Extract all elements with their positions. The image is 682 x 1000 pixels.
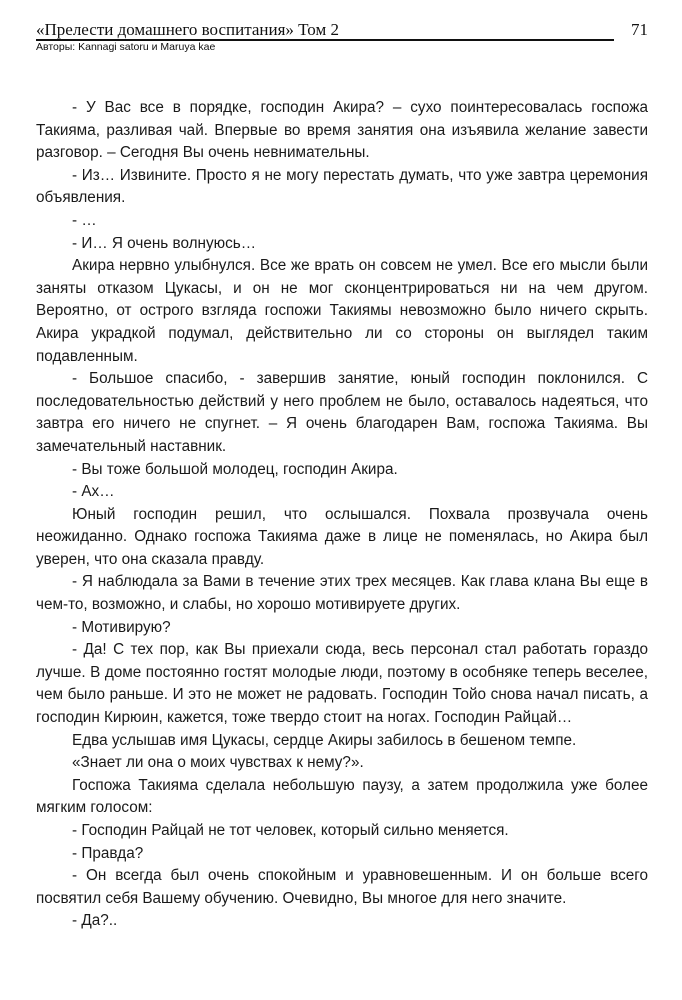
- paragraph: - Вы тоже большой молодец, господин Акира.: [72, 460, 398, 478]
- paragraph: - Ах…: [72, 483, 115, 501]
- paragraph: - Большое спасибо, - завершив занятие, юный господин поклонился. С последовательностью действий у него проблем не было, оставалось надеяться, что завтра его ничего не спугнет. – Я очень благодарен Вам, госпожа Такияма. Вы замечательный наставник.: [36, 370, 648, 455]
- paragraph: - …: [72, 211, 97, 229]
- paragraph: - Он всегда был очень спокойным и уравновешенным. И он больше всего посвятил себя Вашему обучению. Очевидно, Вы многое для него значите.: [36, 867, 648, 907]
- book-authors: Авторы: Kannagi satoru и Maruya kae: [36, 41, 216, 53]
- paragraph: - У Вас все в порядке, господин Акира? – сухо поинтересовалась госпожа Такияма, разливая чай. Впервые во время занятия она изъявила желание завести разговор. – Сегодня Вы очень невнимательны.: [36, 99, 648, 162]
- paragraph: - Правда?: [72, 844, 144, 862]
- page-number: 71: [631, 20, 648, 39]
- book-title: «Прелести домашнего воспитания» Том 2: [36, 20, 339, 39]
- paragraph: - Из… Извините. Просто я не могу перестать думать, что уже завтра церемония объявления.: [36, 166, 648, 207]
- paragraph: - Господин Райцай не тот человек, который сильно меняется.: [72, 822, 509, 839]
- page-body: [36, 97, 648, 933]
- paragraph: - Я наблюдала за Вами в течение этих трех месяцев. Как глава клана Вы еще в чем-то, возможно, и слабы, но хорошо мотивируете других.: [36, 573, 648, 614]
- paragraph: - Мотивирую?: [72, 618, 171, 636]
- paragraph: - Да?..: [72, 912, 118, 930]
- paragraph: - Да! С тех пор, как Вы приехали сюда, весь персонал стал работать гораздо лучше. В доме постоянно гостят молодые люди, поэтому в особняке теперь веселее, чем было раньше. И это не может не радовать. Господин Тойо снова начал писать, а господин Кирюин, кажется, тоже твердо стоит на ногах. Господин Райцай…: [36, 641, 648, 727]
- paragraph: «Знает ли она о моих чувствах к нему?».: [72, 754, 364, 772]
- paragraph: Юный господин решил, что ослышался. Похвала прозвучала очень неожиданно. Однако госпожа Такияма даже в лице не поменялась, но Акира был уверен, что она сказала правду.: [36, 505, 648, 568]
- paragraph: - И… Я очень волнуюсь…: [72, 234, 257, 252]
- paragraph: Едва услышав имя Цукасы, сердце Акиры забилось в бешеном темпе.: [72, 731, 577, 749]
- paragraph: Госпожа Такияма сделала небольшую паузу, а затем продолжила уже более мягким голосом:: [36, 776, 648, 817]
- page-header: [36, 20, 648, 54]
- paragraph: Акира нервно улыбнулся. Все же врать он совсем не умел. Все его мысли были заняты отказом Цукасы, и он не мог сконцентрироваться ни на чем другом. Вероятно, от острого взгляда госпожи Такиямы невозможно было ничего скрыть. Акира украдкой подумал, действительно ли со стороны он выглядел таким подавленным.: [36, 257, 648, 365]
